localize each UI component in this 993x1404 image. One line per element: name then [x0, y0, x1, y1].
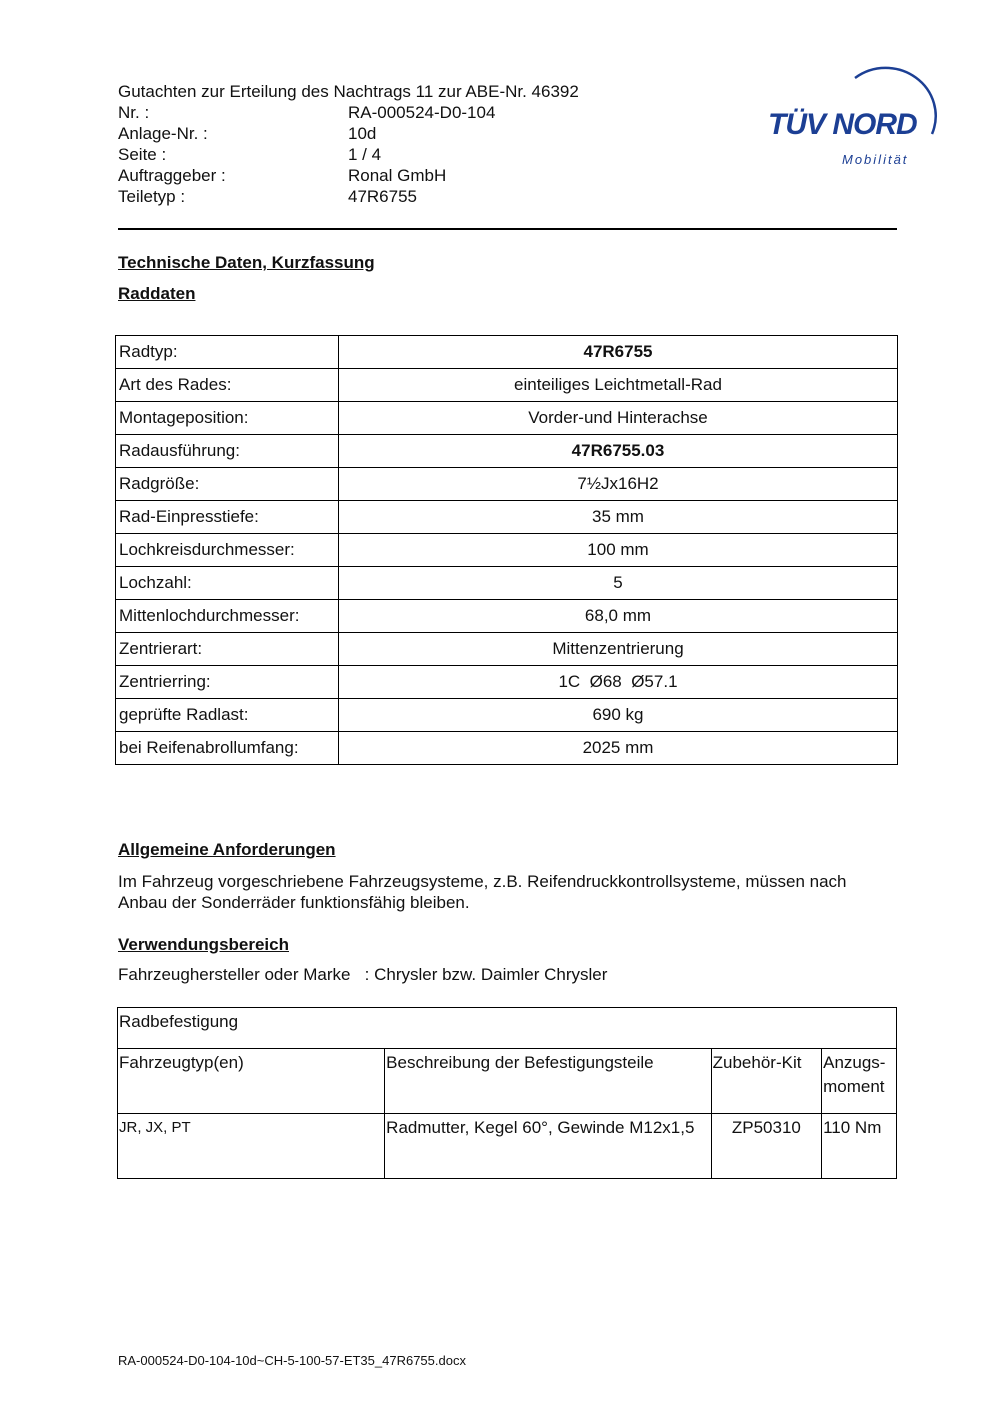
usage-title: Verwendungsbereich — [118, 935, 289, 954]
vehicle-types: JR, JX, PT — [118, 1114, 385, 1179]
row-value: 5 — [339, 567, 898, 600]
table-row — [116, 336, 898, 369]
table-row — [116, 600, 898, 633]
row-label: Radtyp: — [116, 336, 339, 369]
header-row-teiletyp — [118, 186, 579, 207]
table-row — [116, 732, 898, 765]
row-label: geprüfte Radlast: — [116, 699, 339, 732]
row-label: Mittenlochdurchmesser: — [116, 600, 339, 633]
row-label: Radausführung: — [116, 435, 339, 468]
header-label: Auftraggeber : — [118, 166, 226, 185]
row-value: 100 mm — [339, 534, 898, 567]
row-value: 7½Jx16H2 — [339, 468, 898, 501]
row-label: Lochzahl: — [116, 567, 339, 600]
fastening-description: Radmutter, Kegel 60°, Gewinde M12x1,5 — [385, 1114, 711, 1179]
row-value: 68,0 mm — [339, 600, 898, 633]
row-value: 47R6755.03 — [339, 435, 898, 468]
logo-tagline: Mobilität — [842, 152, 909, 167]
row-label: Zentrierring: — [116, 666, 339, 699]
header-title: Gutachten zur Erteilung des Nachtrags 11 zur ABE-Nr. 46392 — [118, 82, 579, 101]
header-label: Seite : — [118, 145, 167, 164]
column-header: Fahrzeugtyp(en) — [118, 1049, 385, 1114]
header-label: Nr. : — [118, 103, 150, 122]
table-row — [118, 1008, 897, 1049]
footer-filename: RA-000524-D0-104-10d~CH-5-100-57-ET35_47R6755.docx — [118, 1353, 466, 1368]
table-row — [116, 699, 898, 732]
table-row — [116, 534, 898, 567]
table-row — [116, 468, 898, 501]
header-divider — [118, 228, 897, 230]
logo-brand: TÜV NORD — [768, 108, 917, 141]
row-label: Lochkreisdurchmesser: — [116, 534, 339, 567]
requirements-text: Im Fahrzeug vorgeschriebene Fahrzeugsysteme, z.B. Reifendruckkontrollsysteme, müssen nach Anbau der Sonderräder funktionsfähig bleiben. — [118, 872, 847, 912]
table-row — [116, 402, 898, 435]
row-value: 2025 mm — [339, 732, 898, 765]
header-label: Teiletyp : — [118, 187, 186, 206]
row-label: Radgröße: — [116, 468, 339, 501]
header-row-anlage — [118, 123, 579, 144]
table-row — [116, 633, 898, 666]
row-value: Mittenzentrierung — [339, 633, 898, 666]
header-row-auftraggeber — [118, 165, 579, 186]
header-value: RA-000524-D0-104 — [348, 103, 496, 122]
header-row-seite — [118, 144, 579, 165]
manufacturer-separator: : — [364, 965, 370, 984]
torque-value: 110 Nm — [822, 1114, 897, 1179]
table-row — [118, 1114, 897, 1179]
requirements-title: Allgemeine Anforderungen — [118, 840, 336, 859]
header-row-nr — [118, 102, 579, 123]
manufacturer-label: Fahrzeughersteller oder Marke — [118, 965, 351, 984]
header-value: 47R6755 — [348, 187, 418, 206]
table-row — [116, 666, 898, 699]
row-label: Art des Rades: — [116, 369, 339, 402]
row-value: 1C Ø68 Ø57.1 — [339, 666, 898, 699]
row-value: einteiliges Leichtmetall-Rad — [339, 369, 898, 402]
header-label: Anlage-Nr. : — [118, 124, 208, 143]
manufacturer-value: Chrysler bzw. Daimler Chrysler — [374, 965, 608, 984]
row-value: 690 kg — [339, 699, 898, 732]
fastening-title: Radbefestigung — [118, 1008, 897, 1049]
header-value: Ronal GmbH — [348, 166, 447, 185]
row-value: 35 mm — [339, 501, 898, 534]
table-row — [116, 435, 898, 468]
manufacturer-line — [118, 965, 607, 985]
row-label: bei Reifenabrollumfang: — [116, 732, 339, 765]
document-header — [118, 81, 579, 207]
section-title: Technische Daten, Kurzfassung — [118, 253, 375, 272]
row-value: 47R6755 — [339, 336, 898, 369]
header-value: 1 / 4 — [348, 145, 382, 164]
column-header: Anzugs-moment — [822, 1049, 897, 1114]
row-label: Montageposition: — [116, 402, 339, 435]
row-label: Zentrierart: — [116, 633, 339, 666]
table-row — [116, 567, 898, 600]
table-row — [116, 501, 898, 534]
fastening-table — [117, 1007, 897, 1179]
row-label: Rad-Einpresstiefe: — [116, 501, 339, 534]
tuv-nord-logo — [760, 56, 945, 176]
row-value: Vorder-und Hinterachse — [339, 402, 898, 435]
section-subtitle: Raddaten — [118, 284, 196, 303]
header-value: 10d — [348, 124, 377, 143]
accessory-kit: ZP50310 — [711, 1114, 821, 1179]
table-row — [116, 369, 898, 402]
column-header: Zubehör-Kit — [711, 1049, 821, 1114]
table-header-row — [118, 1049, 897, 1114]
wheel-data-table — [115, 335, 898, 765]
column-header: Beschreibung der Befestigungsteile — [385, 1049, 711, 1114]
